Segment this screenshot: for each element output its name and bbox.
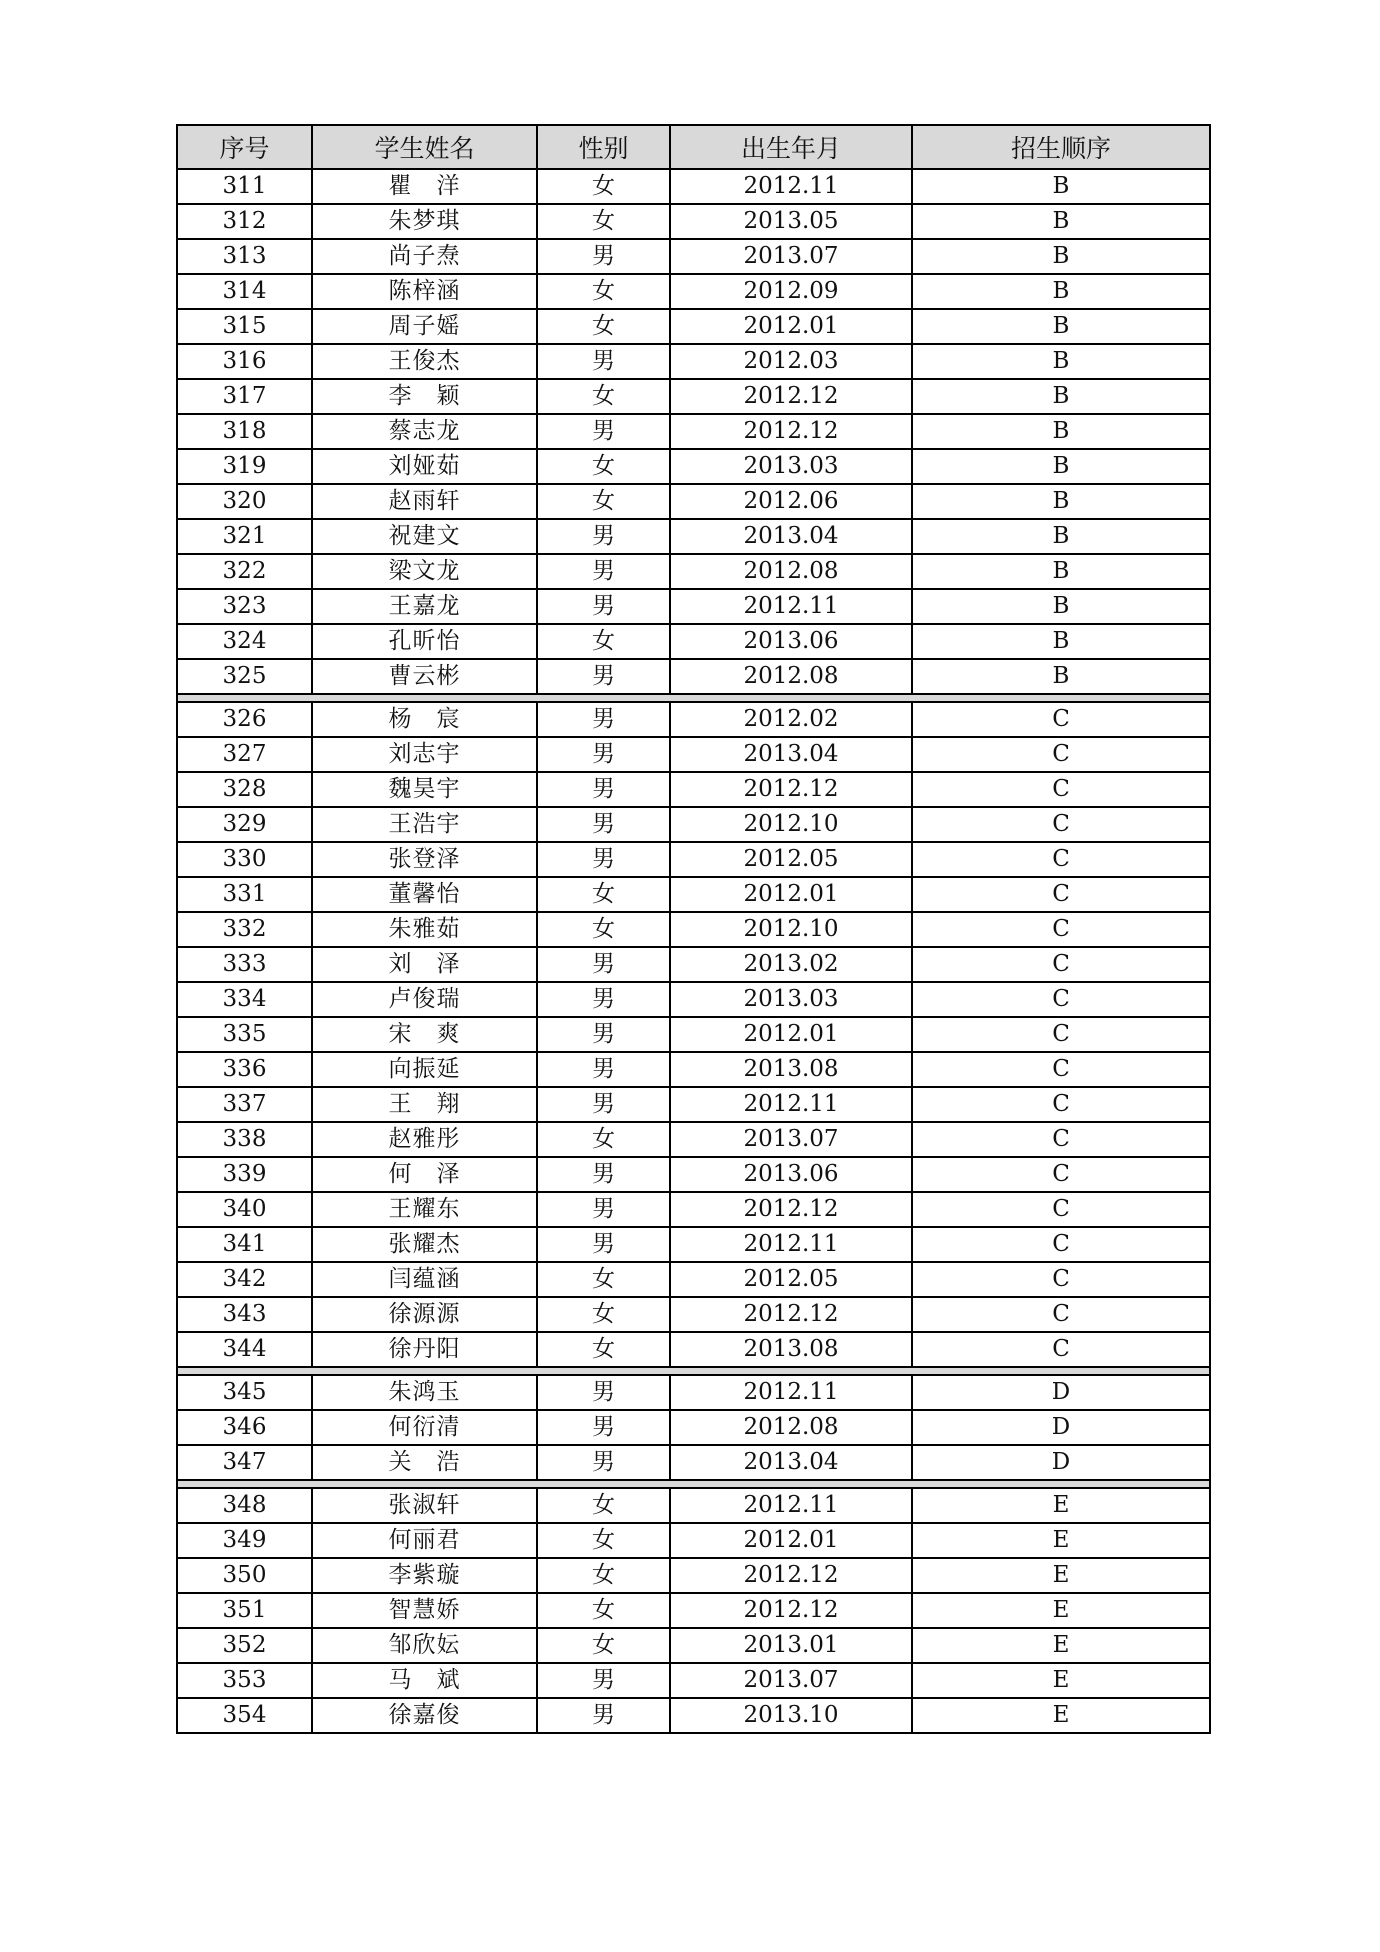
- cell-admission-order: C: [912, 947, 1210, 982]
- table-row: [177, 414, 1210, 449]
- table-row: [177, 659, 1210, 694]
- cell-gender: 男: [537, 554, 670, 589]
- table-row: [177, 807, 1210, 842]
- cell-gender: 男: [537, 807, 670, 842]
- cell-admission-order: E: [912, 1663, 1210, 1698]
- cell-gender: 女: [537, 204, 670, 239]
- table-row: [177, 449, 1210, 484]
- cell-student-name: 张淑轩: [312, 1488, 537, 1523]
- cell-index: 322: [177, 554, 312, 589]
- cell-student-name: 徐嘉俊: [312, 1698, 537, 1733]
- cell-birth-month: 2013.03: [670, 982, 912, 1017]
- cell-birth-month: 2012.10: [670, 912, 912, 947]
- table-row: [177, 309, 1210, 344]
- table-row: [177, 554, 1210, 589]
- cell-student-name: 孔昕怡: [312, 624, 537, 659]
- cell-admission-order: B: [912, 589, 1210, 624]
- cell-admission-order: B: [912, 414, 1210, 449]
- cell-admission-order: B: [912, 659, 1210, 694]
- cell-student-name: 徐源源: [312, 1297, 537, 1332]
- table-row: [177, 1558, 1210, 1593]
- cell-student-name: 梁文龙: [312, 554, 537, 589]
- cell-gender: 男: [537, 842, 670, 877]
- cell-gender: 女: [537, 169, 670, 204]
- cell-student-name: 张登泽: [312, 842, 537, 877]
- table-row: [177, 1445, 1210, 1480]
- cell-student-name: 徐丹阳: [312, 1332, 537, 1367]
- cell-student-name: 李紫璇: [312, 1558, 537, 1593]
- cell-admission-order: C: [912, 1122, 1210, 1157]
- cell-index: 318: [177, 414, 312, 449]
- cell-admission-order: E: [912, 1523, 1210, 1558]
- cell-gender: 女: [537, 1332, 670, 1367]
- cell-index: 347: [177, 1445, 312, 1480]
- cell-gender: 男: [537, 344, 670, 379]
- cell-index: 323: [177, 589, 312, 624]
- cell-admission-order: E: [912, 1558, 1210, 1593]
- cell-gender: 男: [537, 1017, 670, 1052]
- cell-index: 328: [177, 772, 312, 807]
- cell-birth-month: 2012.12: [670, 772, 912, 807]
- cell-student-name: 尚子焘: [312, 239, 537, 274]
- cell-birth-month: 2013.07: [670, 1663, 912, 1698]
- cell-birth-month: 2012.02: [670, 702, 912, 737]
- cell-student-name: 李 颖: [312, 379, 537, 414]
- table-row: [177, 204, 1210, 239]
- cell-gender: 男: [537, 737, 670, 772]
- table-row: [177, 737, 1210, 772]
- cell-gender: 女: [537, 1488, 670, 1523]
- cell-birth-month: 2012.09: [670, 274, 912, 309]
- cell-birth-month: 2012.05: [670, 1262, 912, 1297]
- cell-admission-order: C: [912, 1332, 1210, 1367]
- cell-index: 315: [177, 309, 312, 344]
- cell-index: 317: [177, 379, 312, 414]
- cell-student-name: 宋 爽: [312, 1017, 537, 1052]
- cell-index: 335: [177, 1017, 312, 1052]
- cell-gender: 女: [537, 877, 670, 912]
- cell-student-name: 王 翔: [312, 1087, 537, 1122]
- cell-birth-month: 2013.02: [670, 947, 912, 982]
- cell-admission-order: D: [912, 1375, 1210, 1410]
- cell-index: 321: [177, 519, 312, 554]
- table-row: [177, 169, 1210, 204]
- cell-index: 334: [177, 982, 312, 1017]
- cell-gender: 男: [537, 1157, 670, 1192]
- cell-admission-order: B: [912, 344, 1210, 379]
- table-row: [177, 1628, 1210, 1663]
- cell-index: 316: [177, 344, 312, 379]
- cell-admission-order: C: [912, 1052, 1210, 1087]
- cell-student-name: 蔡志龙: [312, 414, 537, 449]
- cell-student-name: 魏昊宇: [312, 772, 537, 807]
- cell-gender: 男: [537, 659, 670, 694]
- table-row: [177, 344, 1210, 379]
- cell-admission-order: C: [912, 912, 1210, 947]
- table-row: [177, 1698, 1210, 1733]
- cell-admission-order: C: [912, 807, 1210, 842]
- cell-gender: 女: [537, 274, 670, 309]
- cell-student-name: 刘 泽: [312, 947, 537, 982]
- header-student-name: 学生姓名: [312, 125, 537, 169]
- cell-birth-month: 2013.06: [670, 1157, 912, 1192]
- cell-birth-month: 2013.07: [670, 239, 912, 274]
- cell-student-name: 瞿 洋: [312, 169, 537, 204]
- cell-student-name: 王耀东: [312, 1192, 537, 1227]
- table-row: [177, 589, 1210, 624]
- cell-birth-month: 2012.03: [670, 344, 912, 379]
- table-row: [177, 982, 1210, 1017]
- cell-birth-month: 2012.12: [670, 1192, 912, 1227]
- cell-admission-order: B: [912, 169, 1210, 204]
- cell-birth-month: 2013.05: [670, 204, 912, 239]
- cell-gender: 女: [537, 1523, 670, 1558]
- table-row: [177, 1017, 1210, 1052]
- cell-birth-month: 2012.10: [670, 807, 912, 842]
- cell-birth-month: 2012.11: [670, 1227, 912, 1262]
- cell-birth-month: 2012.11: [670, 589, 912, 624]
- cell-admission-order: B: [912, 554, 1210, 589]
- header-admission-order: 招生顺序: [912, 125, 1210, 169]
- cell-index: 311: [177, 169, 312, 204]
- cell-index: 339: [177, 1157, 312, 1192]
- cell-student-name: 朱鸿玉: [312, 1375, 537, 1410]
- cell-gender: 男: [537, 1192, 670, 1227]
- table-row: [177, 484, 1210, 519]
- table-row: [177, 519, 1210, 554]
- cell-admission-order: C: [912, 772, 1210, 807]
- cell-birth-month: 2012.08: [670, 1410, 912, 1445]
- table-row: [177, 1593, 1210, 1628]
- group-separator-cell: [177, 694, 1210, 702]
- cell-gender: 女: [537, 309, 670, 344]
- cell-birth-month: 2012.11: [670, 169, 912, 204]
- cell-index: 325: [177, 659, 312, 694]
- cell-birth-month: 2013.04: [670, 737, 912, 772]
- table-row: [177, 1192, 1210, 1227]
- cell-admission-order: E: [912, 1628, 1210, 1663]
- cell-index: 333: [177, 947, 312, 982]
- cell-birth-month: 2012.12: [670, 1297, 912, 1332]
- table-row: [177, 842, 1210, 877]
- table-row: [177, 947, 1210, 982]
- cell-birth-month: 2013.07: [670, 1122, 912, 1157]
- cell-student-name: 赵雨轩: [312, 484, 537, 519]
- student-roster-table: [176, 124, 1211, 1734]
- cell-index: 352: [177, 1628, 312, 1663]
- cell-gender: 男: [537, 947, 670, 982]
- cell-student-name: 陈梓涵: [312, 274, 537, 309]
- cell-gender: 女: [537, 379, 670, 414]
- cell-gender: 男: [537, 982, 670, 1017]
- cell-student-name: 向振延: [312, 1052, 537, 1087]
- group-separator-cell: [177, 1367, 1210, 1375]
- group-separator: [177, 1367, 1210, 1375]
- cell-student-name: 张耀杰: [312, 1227, 537, 1262]
- cell-gender: 男: [537, 239, 670, 274]
- cell-admission-order: C: [912, 1087, 1210, 1122]
- cell-index: 340: [177, 1192, 312, 1227]
- cell-birth-month: 2013.08: [670, 1332, 912, 1367]
- group-separator: [177, 1480, 1210, 1488]
- cell-gender: 男: [537, 702, 670, 737]
- cell-student-name: 马 斌: [312, 1663, 537, 1698]
- cell-admission-order: E: [912, 1593, 1210, 1628]
- cell-admission-order: B: [912, 274, 1210, 309]
- cell-gender: 女: [537, 484, 670, 519]
- cell-gender: 女: [537, 1628, 670, 1663]
- cell-birth-month: 2012.11: [670, 1375, 912, 1410]
- cell-index: 342: [177, 1262, 312, 1297]
- header-gender: 性别: [537, 125, 670, 169]
- cell-gender: 男: [537, 589, 670, 624]
- cell-student-name: 王嘉龙: [312, 589, 537, 624]
- cell-gender: 男: [537, 519, 670, 554]
- cell-student-name: 王浩宇: [312, 807, 537, 842]
- cell-index: 349: [177, 1523, 312, 1558]
- group-separator-cell: [177, 1480, 1210, 1488]
- table-row: [177, 1087, 1210, 1122]
- cell-birth-month: 2012.12: [670, 414, 912, 449]
- cell-index: 337: [177, 1087, 312, 1122]
- cell-index: 324: [177, 624, 312, 659]
- cell-index: 320: [177, 484, 312, 519]
- cell-student-name: 智慧娇: [312, 1593, 537, 1628]
- cell-index: 345: [177, 1375, 312, 1410]
- cell-student-name: 刘娅茹: [312, 449, 537, 484]
- header-row: [177, 125, 1210, 169]
- cell-student-name: 曹云彬: [312, 659, 537, 694]
- cell-birth-month: 2012.06: [670, 484, 912, 519]
- cell-student-name: 邹欣妘: [312, 1628, 537, 1663]
- cell-index: 354: [177, 1698, 312, 1733]
- cell-gender: 男: [537, 414, 670, 449]
- cell-index: 313: [177, 239, 312, 274]
- cell-admission-order: B: [912, 484, 1210, 519]
- cell-gender: 女: [537, 1122, 670, 1157]
- cell-admission-order: B: [912, 379, 1210, 414]
- cell-index: 327: [177, 737, 312, 772]
- cell-birth-month: 2012.08: [670, 554, 912, 589]
- table-row: [177, 1663, 1210, 1698]
- cell-birth-month: 2012.11: [670, 1488, 912, 1523]
- cell-gender: 男: [537, 1227, 670, 1262]
- cell-admission-order: B: [912, 449, 1210, 484]
- cell-birth-month: 2012.01: [670, 877, 912, 912]
- cell-student-name: 董馨怡: [312, 877, 537, 912]
- cell-admission-order: D: [912, 1445, 1210, 1480]
- header-birth-month: 出生年月: [670, 125, 912, 169]
- table-row: [177, 1332, 1210, 1367]
- cell-gender: 男: [537, 1698, 670, 1733]
- cell-gender: 女: [537, 1297, 670, 1332]
- cell-gender: 男: [537, 1375, 670, 1410]
- cell-index: 343: [177, 1297, 312, 1332]
- table-row: [177, 1227, 1210, 1262]
- cell-index: 348: [177, 1488, 312, 1523]
- cell-admission-order: B: [912, 309, 1210, 344]
- cell-birth-month: 2012.12: [670, 1593, 912, 1628]
- cell-index: 341: [177, 1227, 312, 1262]
- cell-student-name: 闫蕴涵: [312, 1262, 537, 1297]
- cell-index: 350: [177, 1558, 312, 1593]
- cell-birth-month: 2013.04: [670, 519, 912, 554]
- cell-birth-month: 2012.05: [670, 842, 912, 877]
- cell-admission-order: C: [912, 1297, 1210, 1332]
- cell-gender: 男: [537, 1410, 670, 1445]
- cell-birth-month: 2012.12: [670, 379, 912, 414]
- cell-index: 346: [177, 1410, 312, 1445]
- cell-student-name: 祝建文: [312, 519, 537, 554]
- cell-admission-order: B: [912, 624, 1210, 659]
- cell-birth-month: 2012.08: [670, 659, 912, 694]
- cell-index: 312: [177, 204, 312, 239]
- cell-admission-order: B: [912, 239, 1210, 274]
- cell-student-name: 赵雅彤: [312, 1122, 537, 1157]
- cell-index: 351: [177, 1593, 312, 1628]
- table-row: [177, 1523, 1210, 1558]
- cell-gender: 男: [537, 1445, 670, 1480]
- cell-gender: 男: [537, 1052, 670, 1087]
- cell-gender: 女: [537, 1593, 670, 1628]
- cell-student-name: 朱梦琪: [312, 204, 537, 239]
- cell-birth-month: 2012.01: [670, 1017, 912, 1052]
- cell-index: 338: [177, 1122, 312, 1157]
- cell-admission-order: C: [912, 982, 1210, 1017]
- table-row: [177, 1375, 1210, 1410]
- cell-admission-order: C: [912, 1157, 1210, 1192]
- cell-student-name: 卢俊瑞: [312, 982, 537, 1017]
- cell-admission-order: B: [912, 519, 1210, 554]
- cell-admission-order: C: [912, 1017, 1210, 1052]
- cell-student-name: 何衍清: [312, 1410, 537, 1445]
- cell-admission-order: E: [912, 1698, 1210, 1733]
- cell-index: 336: [177, 1052, 312, 1087]
- cell-admission-order: C: [912, 877, 1210, 912]
- cell-index: 314: [177, 274, 312, 309]
- cell-birth-month: 2012.12: [670, 1558, 912, 1593]
- cell-admission-order: B: [912, 204, 1210, 239]
- cell-student-name: 关 浩: [312, 1445, 537, 1480]
- cell-birth-month: 2013.01: [670, 1628, 912, 1663]
- table-row: [177, 1157, 1210, 1192]
- cell-index: 332: [177, 912, 312, 947]
- table-row: [177, 702, 1210, 737]
- cell-admission-order: C: [912, 702, 1210, 737]
- cell-student-name: 何 泽: [312, 1157, 537, 1192]
- table-row: [177, 1052, 1210, 1087]
- cell-index: 319: [177, 449, 312, 484]
- cell-index: 344: [177, 1332, 312, 1367]
- cell-admission-order: D: [912, 1410, 1210, 1445]
- cell-index: 331: [177, 877, 312, 912]
- cell-birth-month: 2013.08: [670, 1052, 912, 1087]
- cell-admission-order: C: [912, 737, 1210, 772]
- cell-index: 326: [177, 702, 312, 737]
- table-row: [177, 1410, 1210, 1445]
- table-row: [177, 239, 1210, 274]
- cell-student-name: 周子媱: [312, 309, 537, 344]
- table-row: [177, 772, 1210, 807]
- cell-gender: 女: [537, 1558, 670, 1593]
- cell-birth-month: 2012.01: [670, 309, 912, 344]
- cell-student-name: 杨 宸: [312, 702, 537, 737]
- cell-index: 353: [177, 1663, 312, 1698]
- cell-birth-month: 2012.01: [670, 1523, 912, 1558]
- cell-gender: 女: [537, 449, 670, 484]
- table-row: [177, 379, 1210, 414]
- table-row: [177, 1122, 1210, 1157]
- cell-gender: 女: [537, 624, 670, 659]
- cell-admission-order: E: [912, 1488, 1210, 1523]
- cell-gender: 男: [537, 1663, 670, 1698]
- cell-birth-month: 2013.04: [670, 1445, 912, 1480]
- table-header: [177, 125, 1210, 169]
- table-body: [177, 169, 1210, 1733]
- cell-student-name: 何丽君: [312, 1523, 537, 1558]
- cell-student-name: 刘志宇: [312, 737, 537, 772]
- cell-gender: 女: [537, 1262, 670, 1297]
- cell-birth-month: 2013.03: [670, 449, 912, 484]
- table-row: [177, 1262, 1210, 1297]
- table-row: [177, 624, 1210, 659]
- table-row: [177, 912, 1210, 947]
- cell-student-name: 朱雅茹: [312, 912, 537, 947]
- cell-birth-month: 2012.11: [670, 1087, 912, 1122]
- cell-admission-order: C: [912, 1262, 1210, 1297]
- table-row: [177, 877, 1210, 912]
- cell-index: 330: [177, 842, 312, 877]
- cell-student-name: 王俊杰: [312, 344, 537, 379]
- header-index: 序号: [177, 125, 312, 169]
- table-row: [177, 274, 1210, 309]
- cell-birth-month: 2013.06: [670, 624, 912, 659]
- cell-index: 329: [177, 807, 312, 842]
- cell-admission-order: C: [912, 1192, 1210, 1227]
- cell-birth-month: 2013.10: [670, 1698, 912, 1733]
- cell-gender: 女: [537, 912, 670, 947]
- table-row: [177, 1488, 1210, 1523]
- cell-gender: 男: [537, 1087, 670, 1122]
- group-separator: [177, 694, 1210, 702]
- cell-gender: 男: [537, 772, 670, 807]
- cell-admission-order: C: [912, 842, 1210, 877]
- table-row: [177, 1297, 1210, 1332]
- cell-admission-order: C: [912, 1227, 1210, 1262]
